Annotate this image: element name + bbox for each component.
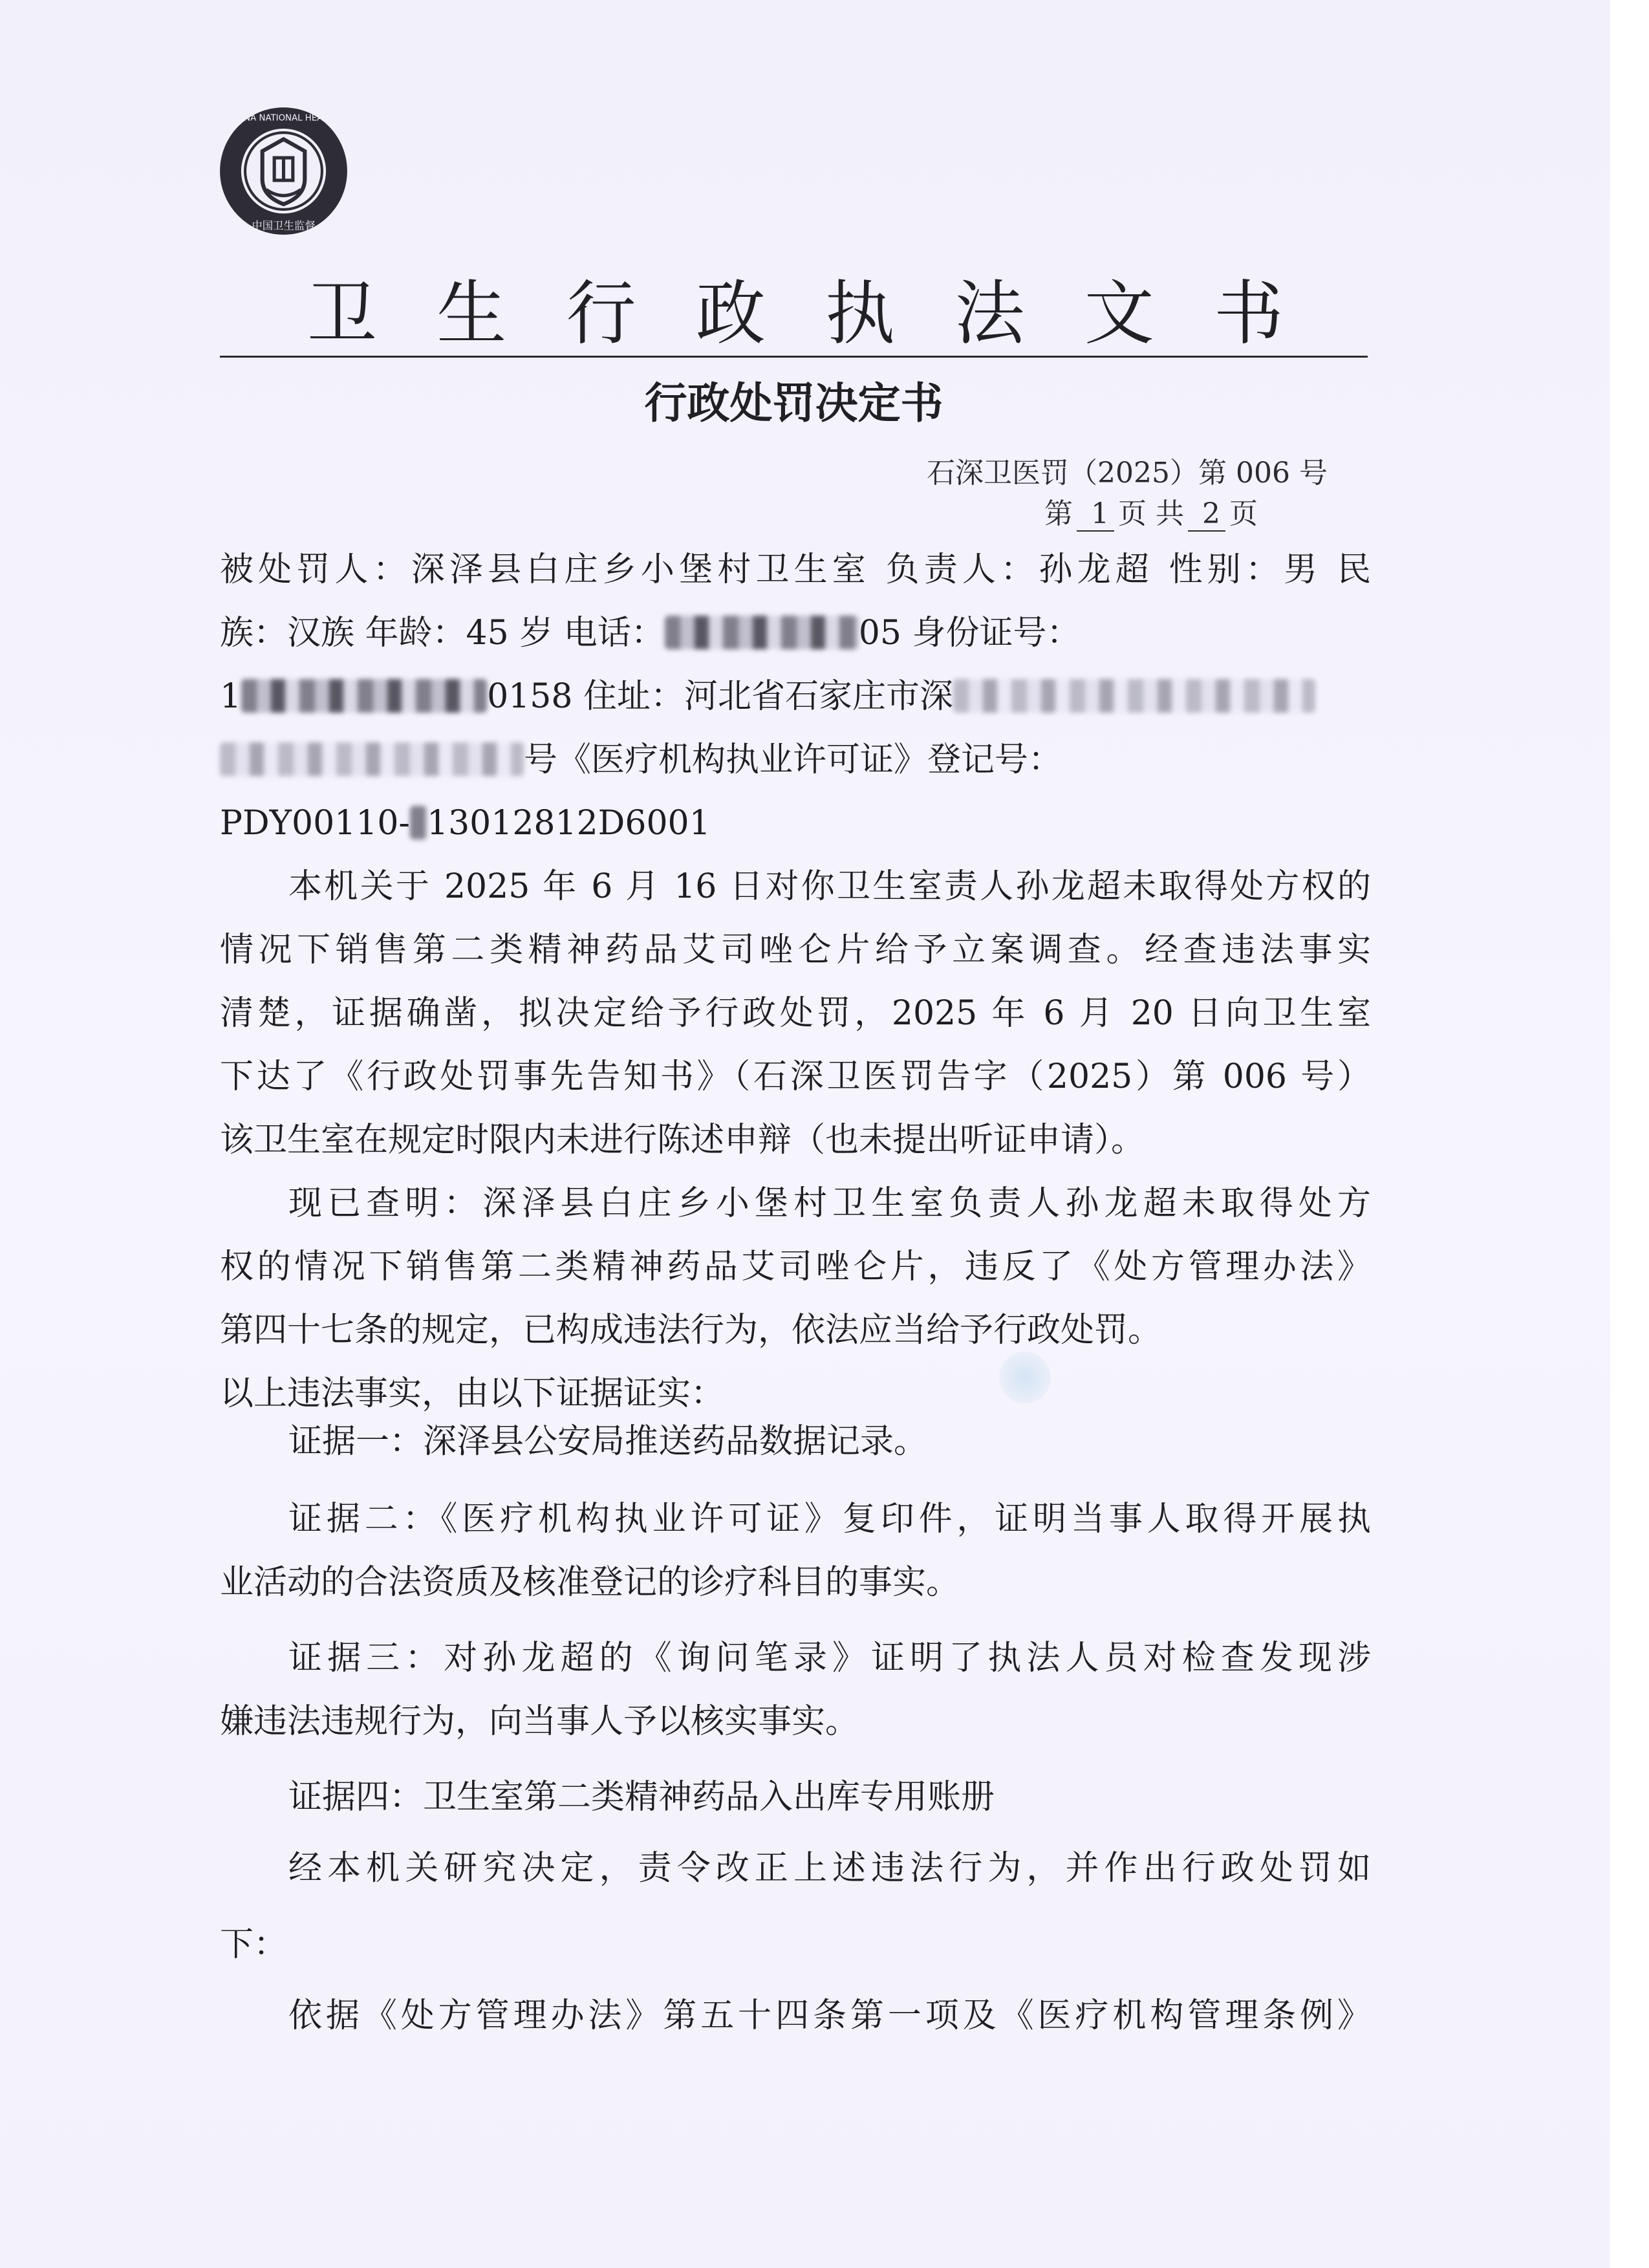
- party-line: 被处罚人：深泽县白庄乡小堡村卫生室 负责人：孙龙超 性别：男 民: [220, 550, 1371, 589]
- redacted-address: [953, 679, 1315, 713]
- document-title: 行政处罚决定书: [644, 378, 943, 428]
- evidence-4: 证据四：卫生室第二类精神药品入出库专用账册: [288, 1778, 995, 1817]
- header-char: 行: [566, 273, 636, 354]
- evidence-2: 证据二：《医疗机构执业许可证》复印件，证明当事人取得开展执 业活动的合法资质及核准登记的诊疗科目的事实。: [220, 1500, 1371, 1602]
- decision-paragraph: 经本机关研究决定，责令改正上述违法行为，并作出行政处罚如 下：: [220, 1849, 1371, 1964]
- redacted-code: [410, 806, 427, 839]
- svg-text:中国卫生监督: 中国卫生监督: [252, 219, 316, 232]
- total-pages: 2: [1188, 497, 1225, 532]
- document-number: 石深卫医罚（2025）第 006 号: [927, 457, 1328, 490]
- header-divider: [220, 356, 1368, 358]
- party-line: 族：汉族 年龄：45 岁 电话： 05 身份证号：: [220, 614, 1081, 653]
- case-paragraph: 本机关于 2025 年 6 月 16 日对你卫生室责人孙龙超未取得处方权的 情况下销售第二类精神药品艾司唑仑片给予立案调查。经查违法事实 清楚，证据确凿，拟决定给予行政处罚，2025 年 6 月 20 日向卫生室 下达了《行政处罚事先告知书》（石深卫医罚告字（2025）第 006 号） 该卫生室在规定时限内未进行陈述申辩（也未提出听证申请）。: [220, 867, 1371, 1160]
- header-char: 法: [954, 273, 1025, 354]
- evidence-1: 证据一：深泽县公安局推送药品数据记录。: [288, 1422, 928, 1461]
- header-char: 执: [825, 273, 896, 354]
- svg-text:CHINA NATIONAL HEALTH: CHINA NATIONAL HEALTH: [228, 113, 339, 124]
- header-char: 卫: [307, 273, 378, 354]
- current-page: 1: [1077, 497, 1114, 532]
- party-line: PDY00110- 13012812D6001: [220, 804, 711, 843]
- scan-margin: [1610, 0, 1649, 2268]
- redacted-id: [241, 679, 487, 713]
- header-char: 文: [1084, 273, 1154, 354]
- redacted-phone: [665, 616, 859, 649]
- health-inspection-emblem-icon: [217, 105, 350, 237]
- party-line: 号《医疗机构执业许可证》登记号：: [220, 728, 1371, 792]
- basis-paragraph: 依据《处方管理办法》第五十四条第一项及《医疗机构管理条例》: [288, 1996, 1371, 2035]
- page-indicator: 第 1 页 共 2 页: [1044, 497, 1258, 530]
- header-char: 生: [436, 273, 507, 354]
- findings-paragraph: 现已查明：深泽县白庄乡小堡村卫生室负责人孙龙超未取得处方 权的情况下销售第二类精神药品艾司唑仑片，违反了《处方管理办法》 第四十七条的规定，已构成违法行为，依法应当给予行政处罚。 以上违法事实，由以下证据证实：: [220, 1184, 1371, 1413]
- party-line: 1 0158 住址：河北省石家庄市深: [220, 665, 1371, 728]
- header-char: 书: [1213, 273, 1284, 354]
- evidence-3: 证据三：对孙龙超的《询问笔录》证明了执法人员对检查发现涉 嫌违法违规行为，向当事人予以核实事实。: [220, 1639, 1371, 1741]
- redacted-address: [220, 742, 524, 776]
- scan-smudge: [999, 1352, 1051, 1403]
- header-char: 政: [695, 273, 766, 354]
- document-header-title: [220, 265, 1371, 354]
- party-info: [220, 538, 1371, 855]
